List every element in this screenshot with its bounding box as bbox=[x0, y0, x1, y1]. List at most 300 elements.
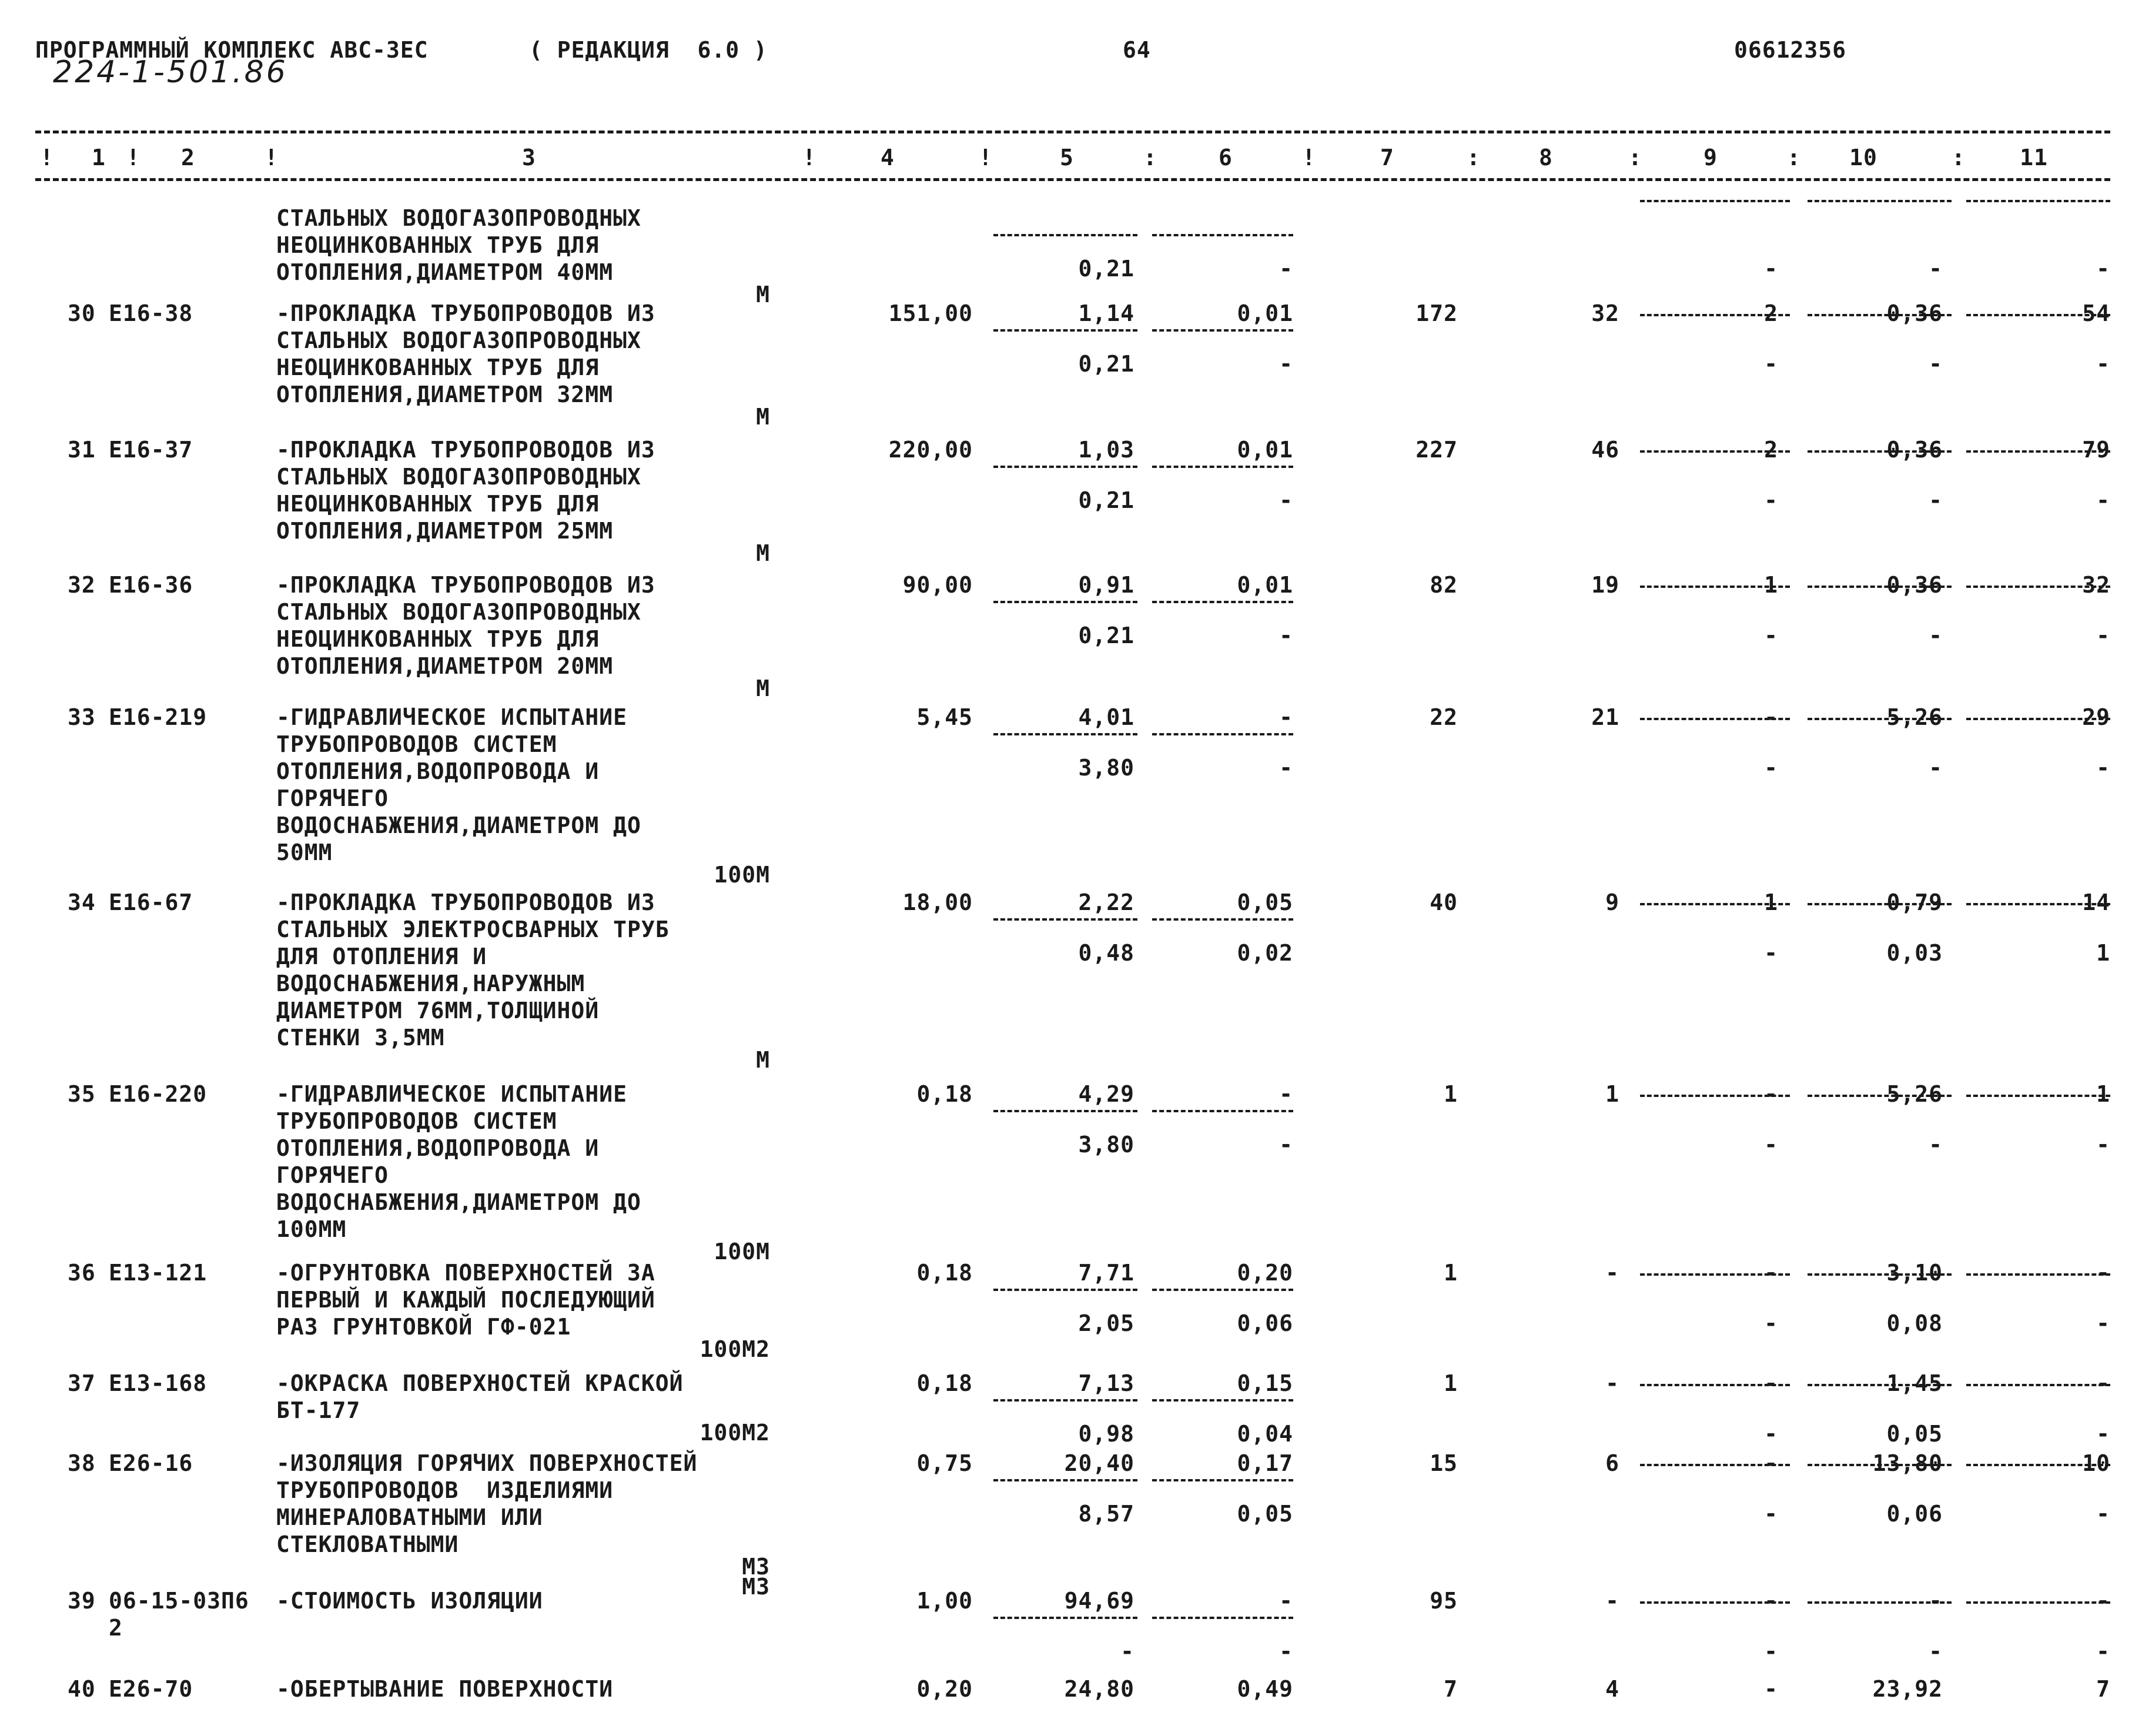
value-separator bbox=[1640, 1273, 1790, 1276]
column-separator: : bbox=[1787, 145, 1801, 170]
description-line: -ПРОКЛАДКА ТРУБОПРОВОДОВ ИЗ bbox=[276, 437, 655, 463]
cell-c11b: - bbox=[2096, 1638, 2110, 1664]
cell-c11: - bbox=[2096, 1588, 2110, 1614]
row-number: 38 bbox=[68, 1450, 96, 1476]
unit-of-measure: 100М bbox=[714, 862, 770, 888]
description-line: НЕОЦИНКОВАННЫХ ТРУБ ДЛЯ bbox=[276, 491, 600, 517]
value-separator bbox=[993, 1110, 1137, 1112]
cell-c5b: 3,80 bbox=[1078, 1132, 1134, 1158]
cell-c7: 1 bbox=[1444, 1260, 1458, 1286]
cell-c11: 79 bbox=[2082, 437, 2110, 463]
value-separator bbox=[1152, 918, 1293, 921]
description-line: 100ММ bbox=[276, 1216, 347, 1242]
cell-c5: 94,69 bbox=[1064, 1588, 1134, 1614]
cell-c11: 1 bbox=[2096, 1081, 2110, 1107]
description-line: СТЕКЛОВАТНЫМИ bbox=[276, 1531, 459, 1557]
value-separator bbox=[1966, 903, 2110, 905]
row-code: Е26-16 bbox=[109, 1450, 193, 1476]
description-line: -ОБЕРТЫВАНИЕ ПОВЕРХНОСТИ bbox=[276, 1676, 614, 1702]
handwritten-note: 224-1-501.86 bbox=[53, 55, 288, 90]
cell-c9: - bbox=[1764, 1260, 1778, 1286]
cell-c10: 13,80 bbox=[1872, 1450, 1943, 1476]
description-line: ОТОПЛЕНИЯ,ДИАМЕТРОМ 20ММ bbox=[276, 653, 614, 679]
value-separator bbox=[1640, 586, 1790, 588]
value-separator bbox=[1808, 450, 1952, 453]
description-line: ОТОПЛЕНИЯ,ВОДОПРОВОДА И bbox=[276, 1135, 600, 1161]
cell-c10b: 0,05 bbox=[1886, 1421, 1943, 1447]
cell-c6b: 0,06 bbox=[1237, 1310, 1293, 1336]
row-code: Е16-219 bbox=[109, 704, 207, 730]
cell-c7: 172 bbox=[1415, 300, 1458, 326]
cell-c5: 4,29 bbox=[1078, 1081, 1134, 1107]
row-code: Е13-121 bbox=[109, 1260, 207, 1286]
cell-c7: 22 bbox=[1430, 704, 1458, 730]
cell-c11b: - bbox=[2096, 256, 2110, 282]
unit-of-measure: М bbox=[756, 404, 770, 430]
cell-c10b: 0,08 bbox=[1886, 1310, 1943, 1336]
description-line: ВОДОСНАБЖЕНИЯ,ДИАМЕТРОМ ДО bbox=[276, 1189, 641, 1215]
cell-c9b: - bbox=[1764, 256, 1778, 282]
value-separator bbox=[1808, 718, 1952, 720]
cell-c8: 6 bbox=[1605, 1450, 1619, 1476]
row-number: 35 bbox=[68, 1081, 96, 1107]
column-header-3: 3 bbox=[522, 145, 536, 170]
description-line: -ПРОКЛАДКА ТРУБОПРОВОДОВ ИЗ bbox=[276, 889, 655, 915]
value-separator bbox=[993, 1479, 1137, 1481]
cell-c5: 0,91 bbox=[1078, 572, 1134, 598]
value-separator bbox=[1640, 1601, 1790, 1604]
value-separator bbox=[1152, 1617, 1293, 1619]
cell-c5b: 0,48 bbox=[1078, 940, 1134, 966]
cell-c6b: - bbox=[1279, 487, 1293, 513]
description-line: ВОДОСНАБЖЕНИЯ,НАРУЖНЫМ bbox=[276, 971, 585, 996]
cell-c6b: 0,02 bbox=[1237, 940, 1293, 966]
cell-c9: - bbox=[1764, 1450, 1778, 1476]
description-line: ДИАМЕТРОМ 76ММ,ТОЛЩИНОЙ bbox=[276, 998, 600, 1023]
cell-c9b: - bbox=[1764, 351, 1778, 377]
column-separator: ! bbox=[1302, 145, 1316, 170]
row-number: 32 bbox=[68, 572, 96, 598]
cell-c11b: - bbox=[2096, 1501, 2110, 1527]
cell-c8: 19 bbox=[1591, 572, 1619, 598]
document-code: 06612356 bbox=[1734, 37, 1847, 63]
value-separator bbox=[1808, 1095, 1952, 1097]
column-header-4: 4 bbox=[881, 145, 895, 170]
cell-c10: 23,92 bbox=[1872, 1676, 1943, 1702]
cell-c10: 5,26 bbox=[1886, 704, 1943, 730]
value-separator bbox=[1152, 329, 1293, 332]
cell-c10: 1,45 bbox=[1886, 1370, 1943, 1396]
cell-c10b: - bbox=[1929, 1638, 1943, 1664]
cell-c9b: - bbox=[1764, 1421, 1778, 1447]
row-number: 39 bbox=[68, 1588, 96, 1614]
cell-qty: 220,00 bbox=[888, 437, 973, 463]
cell-c9b: - bbox=[1764, 1638, 1778, 1664]
row-code: Е13-168 bbox=[109, 1370, 207, 1396]
description-line: 50ММ bbox=[276, 839, 333, 865]
unit-of-measure: М3 bbox=[742, 1554, 770, 1580]
cell-c9: - bbox=[1764, 1588, 1778, 1614]
cell-c10: - bbox=[1929, 1588, 1943, 1614]
cell-c8: 1 bbox=[1605, 1081, 1619, 1107]
description-line: РАЗ ГРУНТОВКОЙ ГФ-021 bbox=[276, 1314, 571, 1340]
value-separator bbox=[1640, 1384, 1790, 1386]
value-separator bbox=[1152, 234, 1293, 236]
row-number: 33 bbox=[68, 704, 96, 730]
description-line: ОТОПЛЕНИЯ,ДИАМЕТРОМ 32ММ bbox=[276, 382, 614, 407]
cell-c6: 0,15 bbox=[1237, 1370, 1293, 1396]
cell-c8: 9 bbox=[1605, 889, 1619, 915]
cell-c6: 0,05 bbox=[1237, 889, 1293, 915]
cell-c10b: - bbox=[1929, 256, 1943, 282]
cell-qty: 0,20 bbox=[916, 1676, 973, 1702]
value-separator bbox=[1966, 450, 2110, 453]
cell-c9b: - bbox=[1764, 1501, 1778, 1527]
unit-of-measure: 100М2 bbox=[700, 1336, 770, 1362]
description-line: НЕОЦИНКОВАННЫХ ТРУБ ДЛЯ bbox=[276, 626, 600, 652]
cell-c10b: - bbox=[1929, 351, 1943, 377]
description-line: ОТОПЛЕНИЯ,ДИАМЕТРОМ 25ММ bbox=[276, 518, 614, 544]
cell-c6b: 0,04 bbox=[1237, 1421, 1293, 1447]
row-number: 40 bbox=[68, 1676, 96, 1702]
program-title: ПРОГРАММНЫЙ КОМПЛЕКС АВС-ЗЕС bbox=[35, 37, 429, 63]
cell-c7: 40 bbox=[1430, 889, 1458, 915]
cell-qty: 90,00 bbox=[902, 572, 973, 598]
value-separator bbox=[1808, 903, 1952, 905]
cell-c6: 0,01 bbox=[1237, 572, 1293, 598]
unit-of-measure: 100М2 bbox=[700, 1420, 770, 1446]
value-separator bbox=[1808, 200, 1952, 202]
column-header-11: 11 bbox=[2020, 145, 2048, 170]
description-line: ГОРЯЧЕГО bbox=[276, 785, 389, 811]
value-separator bbox=[993, 466, 1137, 468]
value-separator bbox=[993, 601, 1137, 603]
description-line: СТАЛЬНЫХ ВОДОГАЗОПРОВОДНЫХ bbox=[276, 464, 641, 490]
cell-c5: 1,14 bbox=[1078, 300, 1134, 326]
unit-of-measure: М3 bbox=[742, 1573, 770, 1600]
cell-c6: 0,01 bbox=[1237, 300, 1293, 326]
column-header-10: 10 bbox=[1849, 145, 1877, 170]
description-line: СТАЛЬНЫХ ВОДОГАЗОПРОВОДНЫХ bbox=[276, 327, 641, 353]
cell-c11: - bbox=[2096, 1370, 2110, 1396]
cell-c9b: - bbox=[1764, 940, 1778, 966]
value-separator bbox=[1808, 1601, 1952, 1604]
value-separator bbox=[1966, 1384, 2110, 1386]
value-separator bbox=[1966, 200, 2110, 202]
column-header-8: 8 bbox=[1539, 145, 1553, 170]
cell-c5b: 2,05 bbox=[1078, 1310, 1134, 1336]
cell-c11b: - bbox=[2096, 1132, 2110, 1158]
cell-qty: 0,18 bbox=[916, 1370, 973, 1396]
description-line: ОТОПЛЕНИЯ,ДИАМЕТРОМ 40ММ bbox=[276, 259, 614, 285]
cell-qty: 5,45 bbox=[916, 704, 973, 730]
cell-c7: 95 bbox=[1430, 1588, 1458, 1614]
row-code: Е16-37 bbox=[109, 437, 193, 463]
value-separator bbox=[1152, 1110, 1293, 1112]
value-separator bbox=[1966, 1273, 2110, 1276]
column-header-6: 6 bbox=[1219, 145, 1233, 170]
row-number: 34 bbox=[68, 889, 96, 915]
cell-c5b: 0,21 bbox=[1078, 623, 1134, 648]
column-header-9: 9 bbox=[1703, 145, 1718, 170]
cell-c6b: - bbox=[1279, 1132, 1293, 1158]
cell-c8: - bbox=[1605, 1588, 1619, 1614]
value-separator bbox=[1640, 1095, 1790, 1097]
cell-c11: - bbox=[2096, 1260, 2110, 1286]
value-separator bbox=[993, 329, 1137, 332]
cell-c10b: 0,03 bbox=[1886, 940, 1943, 966]
description-line: ГОРЯЧЕГО bbox=[276, 1162, 389, 1188]
cell-c6: 0,01 bbox=[1237, 437, 1293, 463]
description-line: БТ-177 bbox=[276, 1397, 361, 1423]
value-separator bbox=[1152, 601, 1293, 603]
value-separator bbox=[1152, 1289, 1293, 1291]
column-header-1: 1 bbox=[92, 145, 106, 170]
cell-qty: 1,00 bbox=[916, 1588, 973, 1614]
cell-c9: 2 bbox=[1764, 300, 1778, 326]
description-line: -ГИДРАВЛИЧЕСКОЕ ИСПЫТАНИЕ bbox=[276, 704, 627, 730]
cell-c7: 82 bbox=[1430, 572, 1458, 598]
value-separator bbox=[1966, 314, 2110, 316]
value-separator bbox=[1808, 1384, 1952, 1386]
cell-c9: 1 bbox=[1764, 572, 1778, 598]
row-code: Е16-220 bbox=[109, 1081, 207, 1107]
cell-c10b: - bbox=[1929, 1132, 1943, 1158]
column-separator: ! bbox=[265, 145, 279, 170]
description-line: СТАЛЬНЫХ ВОДОГАЗОПРОВОДНЫХ bbox=[276, 205, 641, 231]
value-separator bbox=[1966, 1601, 2110, 1604]
value-separator bbox=[993, 733, 1137, 735]
cell-c8: 46 bbox=[1591, 437, 1619, 463]
cell-c6b: - bbox=[1279, 1638, 1293, 1664]
unit-of-measure: М bbox=[756, 540, 770, 566]
row-number: 31 bbox=[68, 437, 96, 463]
description-line: ВОДОСНАБЖЕНИЯ,ДИАМЕТРОМ ДО bbox=[276, 812, 641, 838]
cell-c5: 4,01 bbox=[1078, 704, 1134, 730]
cell-qty: 151,00 bbox=[888, 300, 973, 326]
cell-c11b: 1 bbox=[2096, 940, 2110, 966]
cell-c5: 7,13 bbox=[1078, 1370, 1134, 1396]
description-line: -ПРОКЛАДКА ТРУБОПРОВОДОВ ИЗ bbox=[276, 300, 655, 326]
description-line: -ОГРУНТОВКА ПОВЕРХНОСТЕЙ ЗА bbox=[276, 1260, 655, 1286]
cell-c11b: - bbox=[2096, 755, 2110, 781]
cell-c6b: - bbox=[1279, 256, 1293, 282]
value-separator bbox=[1152, 1479, 1293, 1481]
cell-c11: 32 bbox=[2082, 572, 2110, 598]
cell-c11b: - bbox=[2096, 487, 2110, 513]
cell-c5b: 0,21 bbox=[1078, 256, 1134, 282]
cell-c9: 1 bbox=[1764, 889, 1778, 915]
cell-c10: 0,36 bbox=[1886, 437, 1943, 463]
cell-c10: 0,79 bbox=[1886, 889, 1943, 915]
cell-qty: 0,75 bbox=[916, 1450, 973, 1476]
description-line: СТЕНКИ 3,5ММ bbox=[276, 1025, 445, 1051]
cell-c11b: - bbox=[2096, 623, 2110, 648]
cell-c8: 4 bbox=[1605, 1676, 1619, 1702]
column-separator: ! bbox=[979, 145, 993, 170]
unit-of-measure: 100М bbox=[714, 1239, 770, 1265]
column-separator: : bbox=[1467, 145, 1481, 170]
description-line: ТРУБОПРОВОДОВ ИЗДЕЛИЯМИ bbox=[276, 1477, 614, 1503]
cell-c11: 7 bbox=[2096, 1676, 2110, 1702]
value-separator bbox=[1152, 466, 1293, 468]
unit-of-measure: М bbox=[756, 282, 770, 307]
header-top-rule bbox=[35, 131, 2110, 133]
value-separator bbox=[1966, 1095, 2110, 1097]
value-separator bbox=[1152, 733, 1293, 735]
header-bottom-rule bbox=[35, 178, 2110, 181]
unit-of-measure: М bbox=[756, 1047, 770, 1073]
cell-c10: 0,36 bbox=[1886, 300, 1943, 326]
value-separator bbox=[1808, 586, 1952, 588]
value-separator bbox=[993, 1617, 1137, 1619]
value-separator bbox=[1808, 1464, 1952, 1466]
cell-c10b: - bbox=[1929, 487, 1943, 513]
value-separator bbox=[1152, 1399, 1293, 1401]
cell-c5b: 3,80 bbox=[1078, 755, 1134, 781]
cell-c9b: - bbox=[1764, 487, 1778, 513]
cell-c11: 54 bbox=[2082, 300, 2110, 326]
description-line: МИНЕРАЛОВАТНЫМИ ИЛИ bbox=[276, 1504, 543, 1530]
cell-c7: 15 bbox=[1430, 1450, 1458, 1476]
cell-c11b: - bbox=[2096, 1421, 2110, 1447]
description-line: СТАЛЬНЫХ ВОДОГАЗОПРОВОДНЫХ bbox=[276, 599, 641, 625]
value-separator bbox=[1640, 718, 1790, 720]
value-separator bbox=[1966, 1464, 2110, 1466]
cell-c6: - bbox=[1279, 704, 1293, 730]
description-line: ТРУБОПРОВОДОВ СИСТЕМ bbox=[276, 731, 557, 757]
unit-of-measure: М bbox=[756, 675, 770, 701]
value-separator bbox=[1966, 586, 2110, 588]
column-separator: : bbox=[1952, 145, 1966, 170]
cell-c11: 10 bbox=[2082, 1450, 2110, 1476]
cell-c10b: - bbox=[1929, 755, 1943, 781]
description-line: ДЛЯ ОТОПЛЕНИЯ И bbox=[276, 944, 487, 969]
cell-c11b: - bbox=[2096, 1310, 2110, 1336]
value-separator bbox=[1640, 450, 1790, 453]
value-separator bbox=[993, 1289, 1137, 1291]
cell-c11: 29 bbox=[2082, 704, 2110, 730]
cell-c5: 24,80 bbox=[1064, 1676, 1134, 1702]
value-separator bbox=[993, 234, 1137, 236]
value-separator bbox=[993, 918, 1137, 921]
cell-c9: 2 bbox=[1764, 437, 1778, 463]
row-code: 06-15-03П6 bbox=[109, 1588, 249, 1614]
cell-c8: 21 bbox=[1591, 704, 1619, 730]
cell-c10: 5,26 bbox=[1886, 1081, 1943, 1107]
cell-c9: - bbox=[1764, 1081, 1778, 1107]
value-separator bbox=[1640, 200, 1790, 202]
column-separator: ! bbox=[802, 145, 816, 170]
row-code: Е16-36 bbox=[109, 572, 193, 598]
row-number: 30 bbox=[68, 300, 96, 326]
value-separator bbox=[1640, 314, 1790, 316]
cell-c6: 0,17 bbox=[1237, 1450, 1293, 1476]
cell-c6b: 0,05 bbox=[1237, 1501, 1293, 1527]
cell-c5: 7,71 bbox=[1078, 1260, 1134, 1286]
row-code: Е16-67 bbox=[109, 889, 193, 915]
cell-c9: - bbox=[1764, 1676, 1778, 1702]
page-number: 64 bbox=[1123, 37, 1151, 63]
description-line: -ОКРАСКА ПОВЕРХНОСТЕЙ КРАСКОЙ bbox=[276, 1370, 684, 1396]
cell-c11b: - bbox=[2096, 351, 2110, 377]
description-line: -СТОИМОСТЬ ИЗОЛЯЦИИ bbox=[276, 1588, 543, 1614]
value-separator bbox=[1640, 1464, 1790, 1466]
description-line: -ПРОКЛАДКА ТРУБОПРОВОДОВ ИЗ bbox=[276, 572, 655, 598]
cell-c7: 1 bbox=[1444, 1081, 1458, 1107]
cell-c10b: - bbox=[1929, 623, 1943, 648]
cell-c10: 0,36 bbox=[1886, 572, 1943, 598]
cell-c5: 20,40 bbox=[1064, 1450, 1134, 1476]
cell-c10: 3,10 bbox=[1886, 1260, 1943, 1286]
column-header-2: 2 bbox=[181, 145, 195, 170]
column-separator: : bbox=[1143, 145, 1157, 170]
edition-label: ( РЕДАКЦИЯ 6.0 ) bbox=[529, 37, 768, 63]
cell-c7: 227 bbox=[1415, 437, 1458, 463]
column-separator: ! bbox=[40, 145, 54, 170]
cell-c5b: 0,98 bbox=[1078, 1421, 1134, 1447]
row-code-suffix: 2 bbox=[109, 1615, 123, 1641]
cell-c5: 1,03 bbox=[1078, 437, 1134, 463]
column-separator: ! bbox=[126, 145, 140, 170]
cell-c9b: - bbox=[1764, 1310, 1778, 1336]
cell-c9b: - bbox=[1764, 1132, 1778, 1158]
cell-qty: 18,00 bbox=[902, 889, 973, 915]
cell-c9b: - bbox=[1764, 755, 1778, 781]
cell-c5b: 0,21 bbox=[1078, 351, 1134, 377]
cell-c8: - bbox=[1605, 1370, 1619, 1396]
cell-c9: - bbox=[1764, 1370, 1778, 1396]
description-line: ТРУБОПРОВОДОВ СИСТЕМ bbox=[276, 1108, 557, 1134]
cell-c7: 1 bbox=[1444, 1370, 1458, 1396]
row-code: Е16-38 bbox=[109, 300, 193, 326]
description-line: СТАЛЬНЫХ ЭЛЕКТРОСВАРНЫХ ТРУБ bbox=[276, 916, 670, 942]
cell-c11: 14 bbox=[2082, 889, 2110, 915]
description-line: НЕОЦИНКОВАННЫХ ТРУБ ДЛЯ bbox=[276, 354, 600, 380]
row-number: 37 bbox=[68, 1370, 96, 1396]
value-separator bbox=[1640, 903, 1790, 905]
cell-c8: 32 bbox=[1591, 300, 1619, 326]
cell-c5: 2,22 bbox=[1078, 889, 1134, 915]
cell-c10b: 0,06 bbox=[1886, 1501, 1943, 1527]
value-separator bbox=[1808, 314, 1952, 316]
cell-c5b: 0,21 bbox=[1078, 487, 1134, 513]
column-separator: : bbox=[1628, 145, 1642, 170]
cell-qty: 0,18 bbox=[916, 1260, 973, 1286]
cell-qty: 0,18 bbox=[916, 1081, 973, 1107]
description-line: ПЕРВЫЙ И КАЖДЫЙ ПОСЛЕДУЮЩИЙ bbox=[276, 1287, 655, 1313]
description-line: -ГИДРАВЛИЧЕСКОЕ ИСПЫТАНИЕ bbox=[276, 1081, 627, 1107]
cell-c6b: - bbox=[1279, 351, 1293, 377]
cell-c9: - bbox=[1764, 704, 1778, 730]
cell-c7: 7 bbox=[1444, 1676, 1458, 1702]
cell-c9b: - bbox=[1764, 623, 1778, 648]
value-separator bbox=[1808, 1273, 1952, 1276]
cell-c6: 0,49 bbox=[1237, 1676, 1293, 1702]
cell-c6b: - bbox=[1279, 623, 1293, 648]
value-separator bbox=[993, 1399, 1137, 1401]
description-line: ОТОПЛЕНИЯ,ВОДОПРОВОДА И bbox=[276, 758, 600, 784]
cell-c6: - bbox=[1279, 1081, 1293, 1107]
cell-c6: 0,20 bbox=[1237, 1260, 1293, 1286]
cell-c6b: - bbox=[1279, 755, 1293, 781]
row-code: Е26-70 bbox=[109, 1676, 193, 1702]
cell-c5b: - bbox=[1120, 1638, 1134, 1664]
description-line: -ИЗОЛЯЦИЯ ГОРЯЧИХ ПОВЕРХНОСТЕЙ bbox=[276, 1450, 698, 1476]
column-header-5: 5 bbox=[1060, 145, 1074, 170]
cell-c6: - bbox=[1279, 1588, 1293, 1614]
cell-c8: - bbox=[1605, 1260, 1619, 1286]
